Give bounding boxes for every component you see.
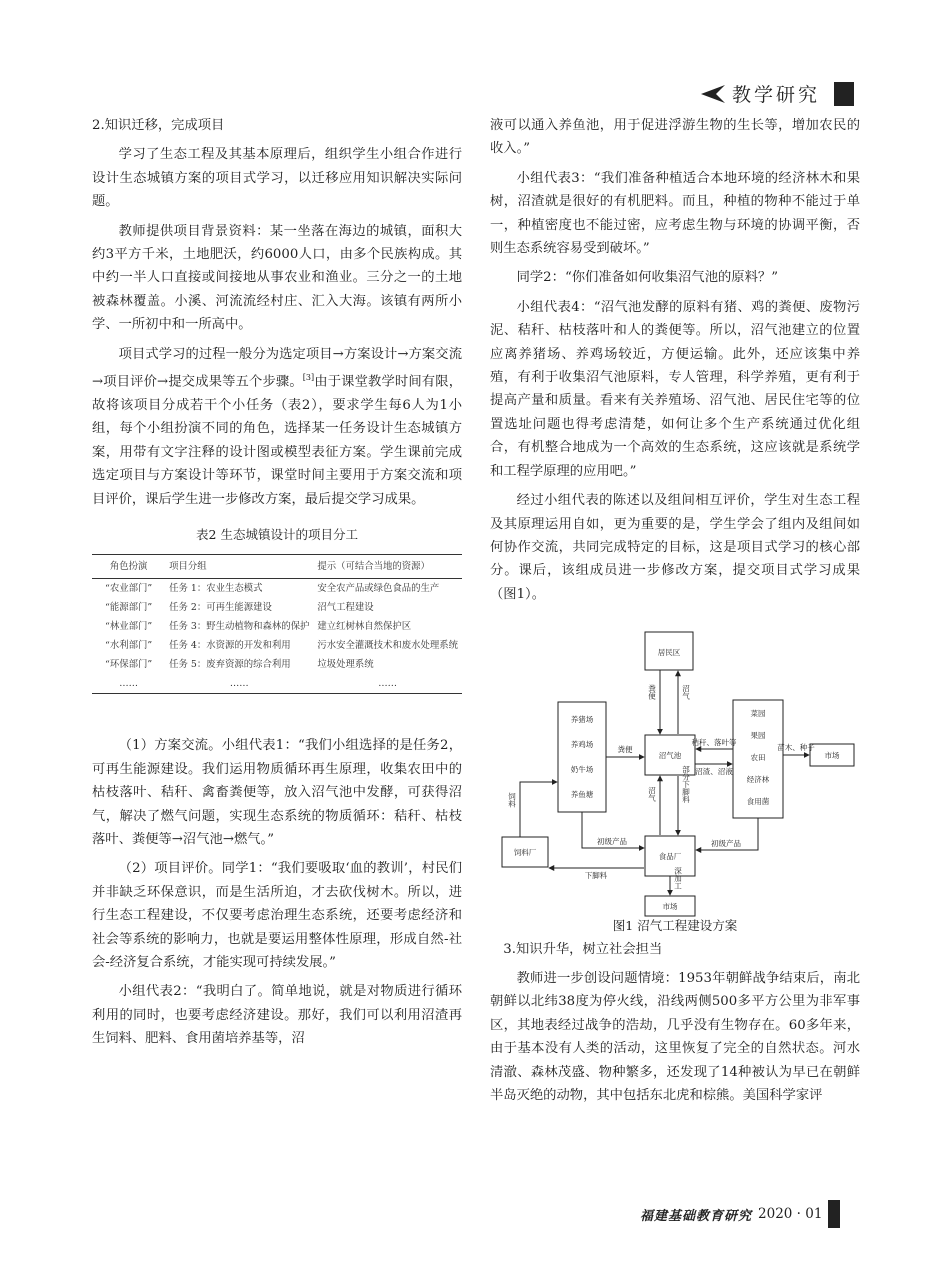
issue-number: 2020 · 01 <box>758 1206 823 1222</box>
table-row <box>92 636 462 655</box>
table-cell: “环保部门” <box>105 659 153 671</box>
paragraph: 教师进一步创设问题情境：1953年朝鲜战争结束后，南北朝鲜以北纬38度为停火线，沿线两侧500多平方公里为非军事区，其地表经过战争的浩劫，几乎没有生物存在。60多年来，由于基本没有人类的活动，这里恢复了完全的自然状态。河水清澈、森林茂盛、物种繁多，还发现了14种被认为早已在朝鲜半岛灭绝的动物，其中包括东北虎和棕熊。美国科学家评 <box>490 970 860 1103</box>
paragraph-text: 项目式学习的过程一般分为选定项目→方案设计→方案交流→项目评价→提交成果等五个步骤。 <box>92 346 462 390</box>
label-livestock-2: 养鸡场 <box>570 740 594 750</box>
section-title: 教学研究 <box>731 84 820 106</box>
table-cell: 任务 4：水资源的开发和利用 <box>169 640 291 652</box>
table-row <box>92 655 462 674</box>
table-cell: “林业部门” <box>105 621 153 633</box>
table-row <box>92 579 462 599</box>
column-header: 提示（可结合当地的资源） <box>317 561 430 573</box>
paragraph: 经过小组代表的陈述以及组间相互评价，学生对生态工程及其原理运用自如，更为重要的是，学生学会了组内及组间如何协作交流，共同完成特定的目标，这是项目式学习的核心部分。课后，该组成员进一步修改方案，提交项目式学习成果（图1）。 <box>490 493 860 602</box>
label-crops-2: 果园 <box>750 731 766 741</box>
column-header: 项目分组 <box>169 561 207 573</box>
edge-label-manure-top: 粪便 <box>647 684 657 700</box>
flow-diagram <box>490 612 860 922</box>
paragraph: 小组代表3：“我们准备种植适合本地环境的经济林木和果树，沼渣就是很好的有机肥料。而且，种植的物种不能过于单一，种植密度也不能过密，应考虑生物与环境的协调平衡，否则生态系统容易受到破坏。” <box>490 170 860 257</box>
edge-label-manure: 粪便 <box>617 745 633 755</box>
page-footer <box>640 1200 840 1228</box>
label-residential: 居民区 <box>657 648 681 658</box>
edge-label-deep: 深加工 <box>673 866 683 890</box>
label-feed-factory: 饲料厂 <box>513 848 537 858</box>
right-column <box>490 114 860 1113</box>
table-cell: 污水安全灌溉技术和废水处理系统 <box>317 640 458 652</box>
header-block <box>834 82 854 106</box>
paragraph-text: 由于课堂教学时间有限，故将该项目分成若干个小任务（表2），要求学生每6人为1小组，每个小组扮演不同的角色，选择某一任务设计生态城镇方案，用带有文字注释的设计图或模型表征方案。学生课前完成选定项目与方案设计等环节，课堂时间主要用于方案交流和项目评价，课后学生进一步修改方案，最后提交学习成果。 <box>92 374 462 507</box>
paragraph: 同学2：“你们准备如何收集沼气池的原料？” <box>516 270 778 286</box>
paragraph <box>92 343 462 511</box>
label-crops-5: 食用菌 <box>746 797 770 807</box>
edge-label-gas-top: 沼气 <box>681 684 691 700</box>
edge-label-scraps-bottom: 下脚料 <box>584 871 608 881</box>
section-header <box>698 80 854 107</box>
label-market-bottom: 市场 <box>662 902 678 912</box>
table-cell: “能源部门” <box>105 602 153 614</box>
table-row <box>92 674 462 694</box>
table-caption: 表2 生态城镇设计的项目分工 <box>196 526 358 542</box>
label-livestock-3: 奶牛场 <box>570 765 594 775</box>
paragraph: （2）项目评价。同学1：“我们要吸取‘血的教训’，村民们并非缺乏环保意识，而是生活所迫，才去砍伐树木。所以，进行生态工程建设，不仅要考虑治理生态系统，还要考虑经济和社会等系统的影响力，也就是要运用整体性原理，形成自然-社会-经济复合系统，才能实现可持续发展。” <box>92 861 462 970</box>
label-biogas: 沼气池 <box>658 751 682 761</box>
label-crops-3: 农田 <box>750 753 766 763</box>
edge-label-straw: 秸秆、落叶等 <box>691 738 737 748</box>
table-cell: 建立红树林自然保护区 <box>317 621 412 633</box>
section-heading-3: 3.知识升华，树立社会担当 <box>503 941 663 957</box>
paragraph: 液可以通入养鱼池，用于促进浮游生物的生长等，增加农民的收入。” <box>490 118 860 157</box>
table-cell: 任务 2：可再生能源建设 <box>169 602 272 614</box>
table-row <box>92 598 462 617</box>
table-row <box>92 617 462 636</box>
left-column <box>92 114 462 1057</box>
edge-label-residue: 沼渣、沼液 <box>695 767 733 777</box>
label-crops-1: 菜园 <box>750 709 766 719</box>
table-cell: …… <box>229 678 249 690</box>
table-cell: …… <box>378 678 398 690</box>
table-cell: 任务 3：野生动植物和森林的保护 <box>169 621 310 633</box>
paragraph: （1）方案交流。小组代表1：“我们小组选择的是任务2，可再生能源建设。我们运用物质循环再生原理，收集农田中的枯枝落叶、秸秆、禽畜粪便等，放入沼气池中发酵，可获得沼气，解决了燃气问题，实现生态系统的物质循环：秸秆、枯枝落叶、粪便等→沼气池→燃气。” <box>92 738 462 847</box>
journal-name: 福建基础教育研究 <box>640 1208 753 1224</box>
paragraph: 小组代表4：“沼气池发酵的原料有猪、鸡的粪便、废物污泥、秸秆、枯枝落叶和人的粪便等。所以，沼气池建立的位置应离养猪场、养鸡场较近，方便运输。此外，还应该集中养殖，有利于收集沼气池原料，专人管理，科学养殖，更有利于提高产量和质量。看来有关养殖场、沼气池、居民住宅等的位置选址问题也得考虑清楚，如何让多个生产系统通过优化组合，有机整合地成为一个高效的生态系统，这应该就是系统学和工程学原理的应用吧。” <box>490 299 860 479</box>
label-market-right: 市场 <box>824 751 840 761</box>
label-livestock-4: 养鱼塘 <box>570 790 594 800</box>
edge-label-primary-left: 初级产品 <box>597 837 627 847</box>
edge-label-feed: 饲料 <box>507 792 517 808</box>
edge-label-primary-right: 初级产品 <box>711 839 741 849</box>
edge-label-gas-bottom: 沼气 <box>647 786 657 802</box>
arrow-left-icon <box>698 83 726 105</box>
table-cell: 任务 5：废弃资源的综合利用 <box>169 659 291 671</box>
table-cell: “农业部门” <box>105 583 153 595</box>
label-food-factory: 食品厂 <box>658 852 682 862</box>
table-cell: 安全农产品或绿色食品的生产 <box>317 583 440 595</box>
task-table <box>92 554 462 694</box>
table-header-row <box>92 555 462 579</box>
biogas-diagram <box>490 612 860 922</box>
paragraph: 小组代表2：“我明白了。简单地说，就是对物质进行循环利用的同时，也要考虑经济建设。那好，我们可以利用沼渣再生饲料、肥料、食用菌培养基等，沼 <box>92 984 462 1047</box>
figure-caption: 图1 沼气工程建设方案 <box>612 918 738 934</box>
table-cell: “水利部门” <box>105 640 153 652</box>
edge-label-scraps: 部分下脚料 <box>681 765 691 803</box>
paragraph: 学习了生态工程及其基本原理后，组织学生小组合作进行设计生态城镇方案的项目式学习，以迁移应用知识解决实际问题。 <box>92 147 462 210</box>
edge-label-seedlings: 苗木、种子 <box>777 743 815 753</box>
label-livestock-1: 养猪场 <box>570 715 594 725</box>
citation-ref: [3] <box>302 373 315 383</box>
table-cell: 垃圾处理系统 <box>317 659 374 671</box>
column-header: 角色扮演 <box>109 561 148 573</box>
section-heading-2: 2.知识迁移，完成项目 <box>92 118 225 133</box>
label-crops-4: 经济林 <box>746 775 770 785</box>
paragraph: 教师提供项目背景资料：某一坐落在海边的城镇，面积大约3平方千米，土地肥沃，约6000人口，由多个民族构成。其中约一半人口直接或间接地从事农业和渔业。三分之一的土地被森林覆盖。小溪、河流流经村庄、汇入大海。该镇有两所小学、一所初中和一所高中。 <box>92 223 462 333</box>
table-cell: 沼气工程建设 <box>317 602 374 614</box>
footer-block <box>828 1200 840 1228</box>
table-cell: …… <box>119 678 138 690</box>
table-cell: 任务 1：农业生态模式 <box>169 583 263 595</box>
